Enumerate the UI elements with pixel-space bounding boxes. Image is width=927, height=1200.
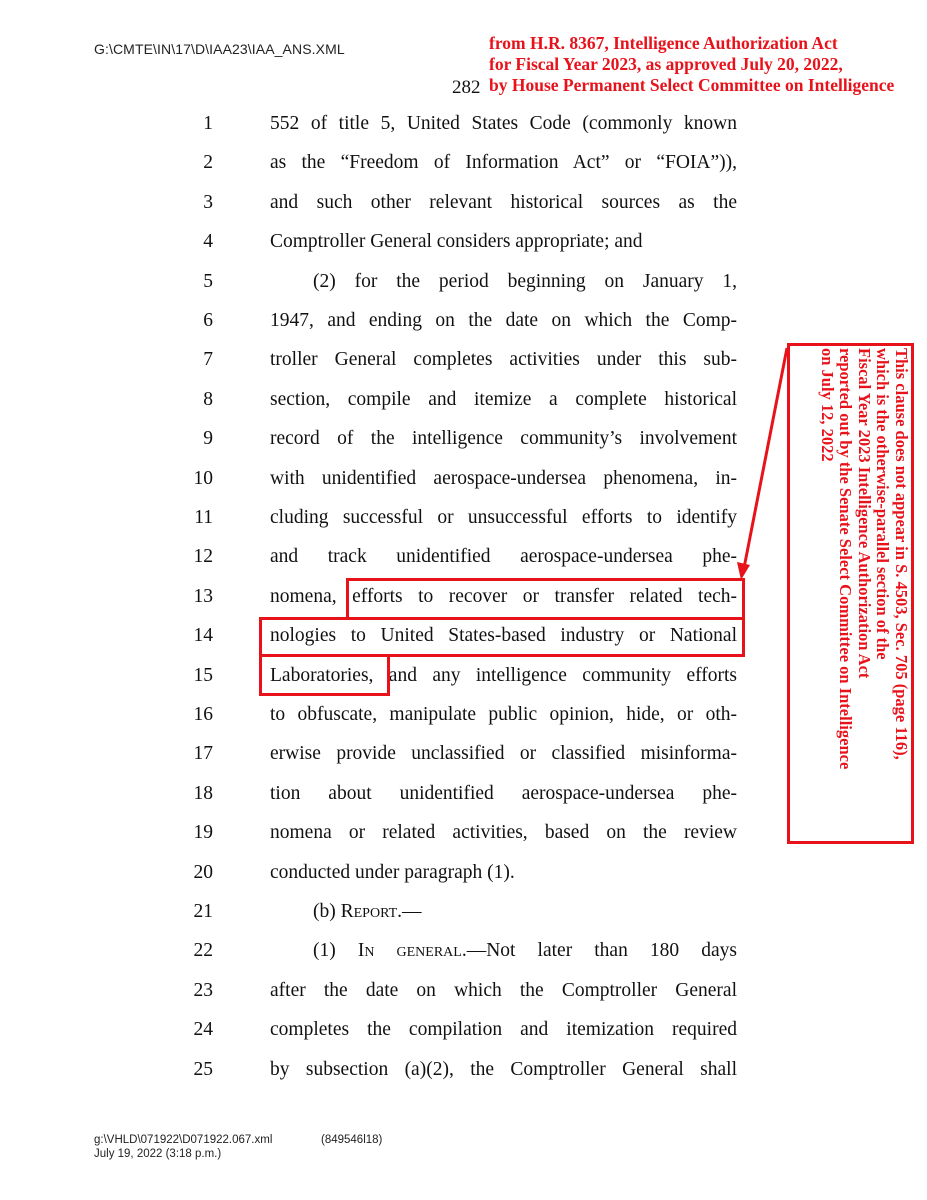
- line-text: after the date on which the Comptroller General: [270, 979, 737, 1001]
- side-annotation-line: This clause does not appear in S. 4503, Sec. 705 (page 116),: [892, 348, 911, 760]
- highlight-box-line14: [259, 617, 745, 657]
- line-number: 11: [194, 507, 213, 528]
- line-number: 13: [193, 585, 213, 607]
- line-number: 8: [203, 388, 213, 410]
- line-text: (1) In general.—Not later than 180 days: [313, 940, 737, 962]
- line-text: section, compile and itemize a complete historical: [270, 388, 737, 410]
- footer: [94, 1133, 383, 1161]
- line-number: 21: [193, 901, 213, 922]
- line-text: nologies to United States-based industry or National: [270, 625, 737, 647]
- line-text: and such other relevant historical sources as the: [270, 191, 737, 213]
- line-number: 3: [203, 191, 213, 213]
- line-text: cluding successful or unsuccessful efforts to identify: [270, 507, 737, 528]
- header-file-path: G:\CMTE\IN\17\D\IAA23\IAA_ANS.XML: [94, 41, 345, 57]
- line-text: with unidentified aerospace-undersea phenomena, in-: [270, 467, 737, 489]
- line-text: 1947, and ending on the date on which the Comp-: [270, 310, 737, 331]
- highlight-box-line15: [259, 654, 390, 696]
- line-number: 5: [203, 270, 213, 292]
- line-1: [0, 112, 927, 151]
- side-annotation-line: which is the otherwise-parallel section of the: [873, 348, 893, 660]
- line-text: nomena or related activities, based on the review: [270, 822, 737, 844]
- line-number: 6: [203, 310, 213, 331]
- line-number: 17: [193, 743, 213, 765]
- line-text: as the “Freedom of Information Act” or “FOIA”)),: [270, 152, 737, 174]
- line-number: 1: [203, 113, 213, 134]
- line-22: [0, 939, 927, 978]
- line-text: (2) for the period beginning on January 1,: [313, 270, 737, 292]
- line-text: completes the compilation and itemization required: [270, 1019, 737, 1041]
- footer-code: (849546l18): [321, 1134, 383, 1146]
- side-annotation-line: on July 12, 2022: [818, 348, 837, 462]
- section-heading: In general.: [357, 940, 467, 962]
- top-annotation: [489, 33, 927, 96]
- top-annotation-line: by House Permanent Select Committee on Intelligence: [489, 75, 895, 95]
- line-text: Comptroller General considers appropriate; and: [270, 231, 643, 253]
- line-number: 20: [193, 861, 213, 883]
- line-3: [0, 191, 927, 230]
- line-number: 23: [193, 979, 213, 1001]
- line-25: [0, 1058, 927, 1097]
- side-annotation-line: Fiscal Year 2023 Intelligence Authorization Act: [855, 348, 874, 679]
- line-text: (b) Report.—: [313, 901, 422, 922]
- footer-date: July 19, 2022 (3:18 p.m.): [94, 1148, 222, 1160]
- line-24: [0, 1018, 927, 1057]
- line-text: 552 of title 5, United States Code (commonly known: [270, 113, 737, 134]
- line-number: 18: [193, 782, 213, 804]
- line-text: nomena, efforts to recover or transfer related tech-: [270, 585, 737, 607]
- line-number: 24: [193, 1019, 213, 1041]
- line-text: tion about unidentified aerospace-undersea phe-: [270, 782, 737, 804]
- page-number: 282: [452, 77, 481, 98]
- line-23: [0, 979, 927, 1018]
- top-annotation-line: for Fiscal Year 2023, as approved July 20, 2022,: [489, 54, 843, 74]
- line-number: 22: [193, 940, 213, 962]
- line-text: Laboratories, and any intelligence community efforts: [270, 664, 737, 686]
- line-text: record of the intelligence community’s involvement: [270, 428, 737, 450]
- top-annotation-line: from H.R. 8367, Intelligence Authorization Act: [489, 33, 838, 53]
- line-number: 19: [193, 822, 213, 844]
- side-annotation-line: reported out by the Senate Select Committee on Intelligence: [836, 348, 856, 770]
- line-5: [0, 270, 927, 309]
- line-number: 7: [203, 349, 213, 371]
- footer-file: g:\VHLD\071922\D071922.067.xml: [94, 1134, 273, 1146]
- line-number: 16: [193, 704, 213, 725]
- line-text: conducted under paragraph (1).: [270, 861, 515, 883]
- line-number: 9: [203, 428, 213, 450]
- line-4: [0, 230, 927, 269]
- line-text: to obfuscate, manipulate public opinion, hide, or oth-: [270, 704, 737, 725]
- line-number: 4: [203, 231, 213, 253]
- line-text: and track unidentified aerospace-undersea phe-: [270, 546, 737, 568]
- line-number: 14: [193, 625, 213, 647]
- side-annotation: [792, 348, 910, 840]
- section-heading: Report.: [340, 901, 403, 922]
- highlight-box-line13: [346, 578, 745, 620]
- line-number: 12: [193, 546, 213, 568]
- line-text: erwise provide unclassified or classified misinforma-: [270, 743, 737, 765]
- line-number: 2: [203, 152, 213, 174]
- line-number: 15: [193, 664, 213, 686]
- line-text: troller General completes activities under this sub-: [270, 349, 737, 371]
- line-text: by subsection (a)(2), the Comptroller General shall: [270, 1058, 737, 1080]
- line-number: 10: [193, 467, 213, 489]
- line-21: [0, 900, 927, 939]
- line-number: 25: [193, 1058, 213, 1080]
- line-20: [0, 861, 927, 900]
- line-2: [0, 151, 927, 190]
